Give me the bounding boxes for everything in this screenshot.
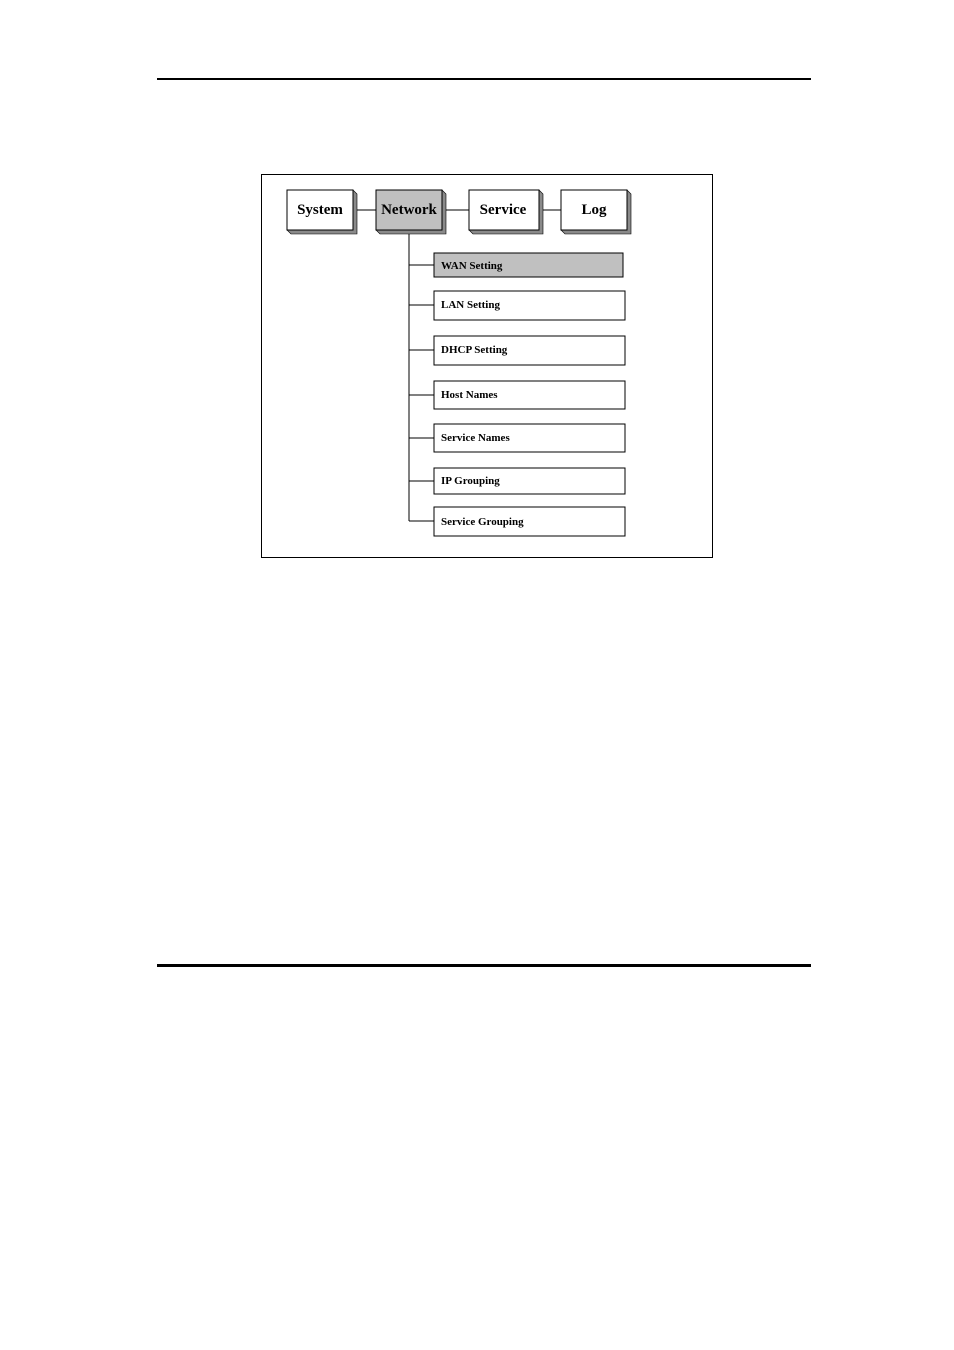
menu-node-system bbox=[287, 190, 357, 234]
menu-node-network bbox=[376, 190, 446, 234]
submenu-node-dhcp-setting bbox=[434, 336, 625, 365]
menu-node-service bbox=[469, 190, 543, 234]
submenu-node-label: Service Names bbox=[441, 432, 510, 444]
submenu-node-label: LAN Setting bbox=[441, 299, 500, 311]
submenu-node-host-names bbox=[434, 381, 625, 409]
submenu-node-label: Host Names bbox=[441, 389, 498, 401]
submenu-node-label: IP Grouping bbox=[441, 475, 500, 487]
submenu-node-service-grouping bbox=[434, 507, 625, 536]
menu-node-label: System bbox=[297, 202, 343, 218]
menu-node-label: Service bbox=[479, 202, 527, 218]
submenu-node-lan-setting bbox=[434, 291, 625, 320]
footer-rule bbox=[157, 964, 811, 967]
menu-node-label: Network bbox=[381, 202, 437, 218]
submenu-node-label: WAN Setting bbox=[441, 260, 503, 272]
submenu-node-label: Service Grouping bbox=[441, 516, 524, 528]
submenu-node-service-names bbox=[434, 424, 625, 452]
menu-node-log bbox=[561, 190, 631, 234]
submenu-node-ip-grouping bbox=[434, 468, 625, 494]
menu-node-label: Log bbox=[581, 202, 607, 218]
submenu-node-wan-setting bbox=[434, 253, 623, 277]
submenu-node-label: DHCP Setting bbox=[441, 344, 508, 356]
